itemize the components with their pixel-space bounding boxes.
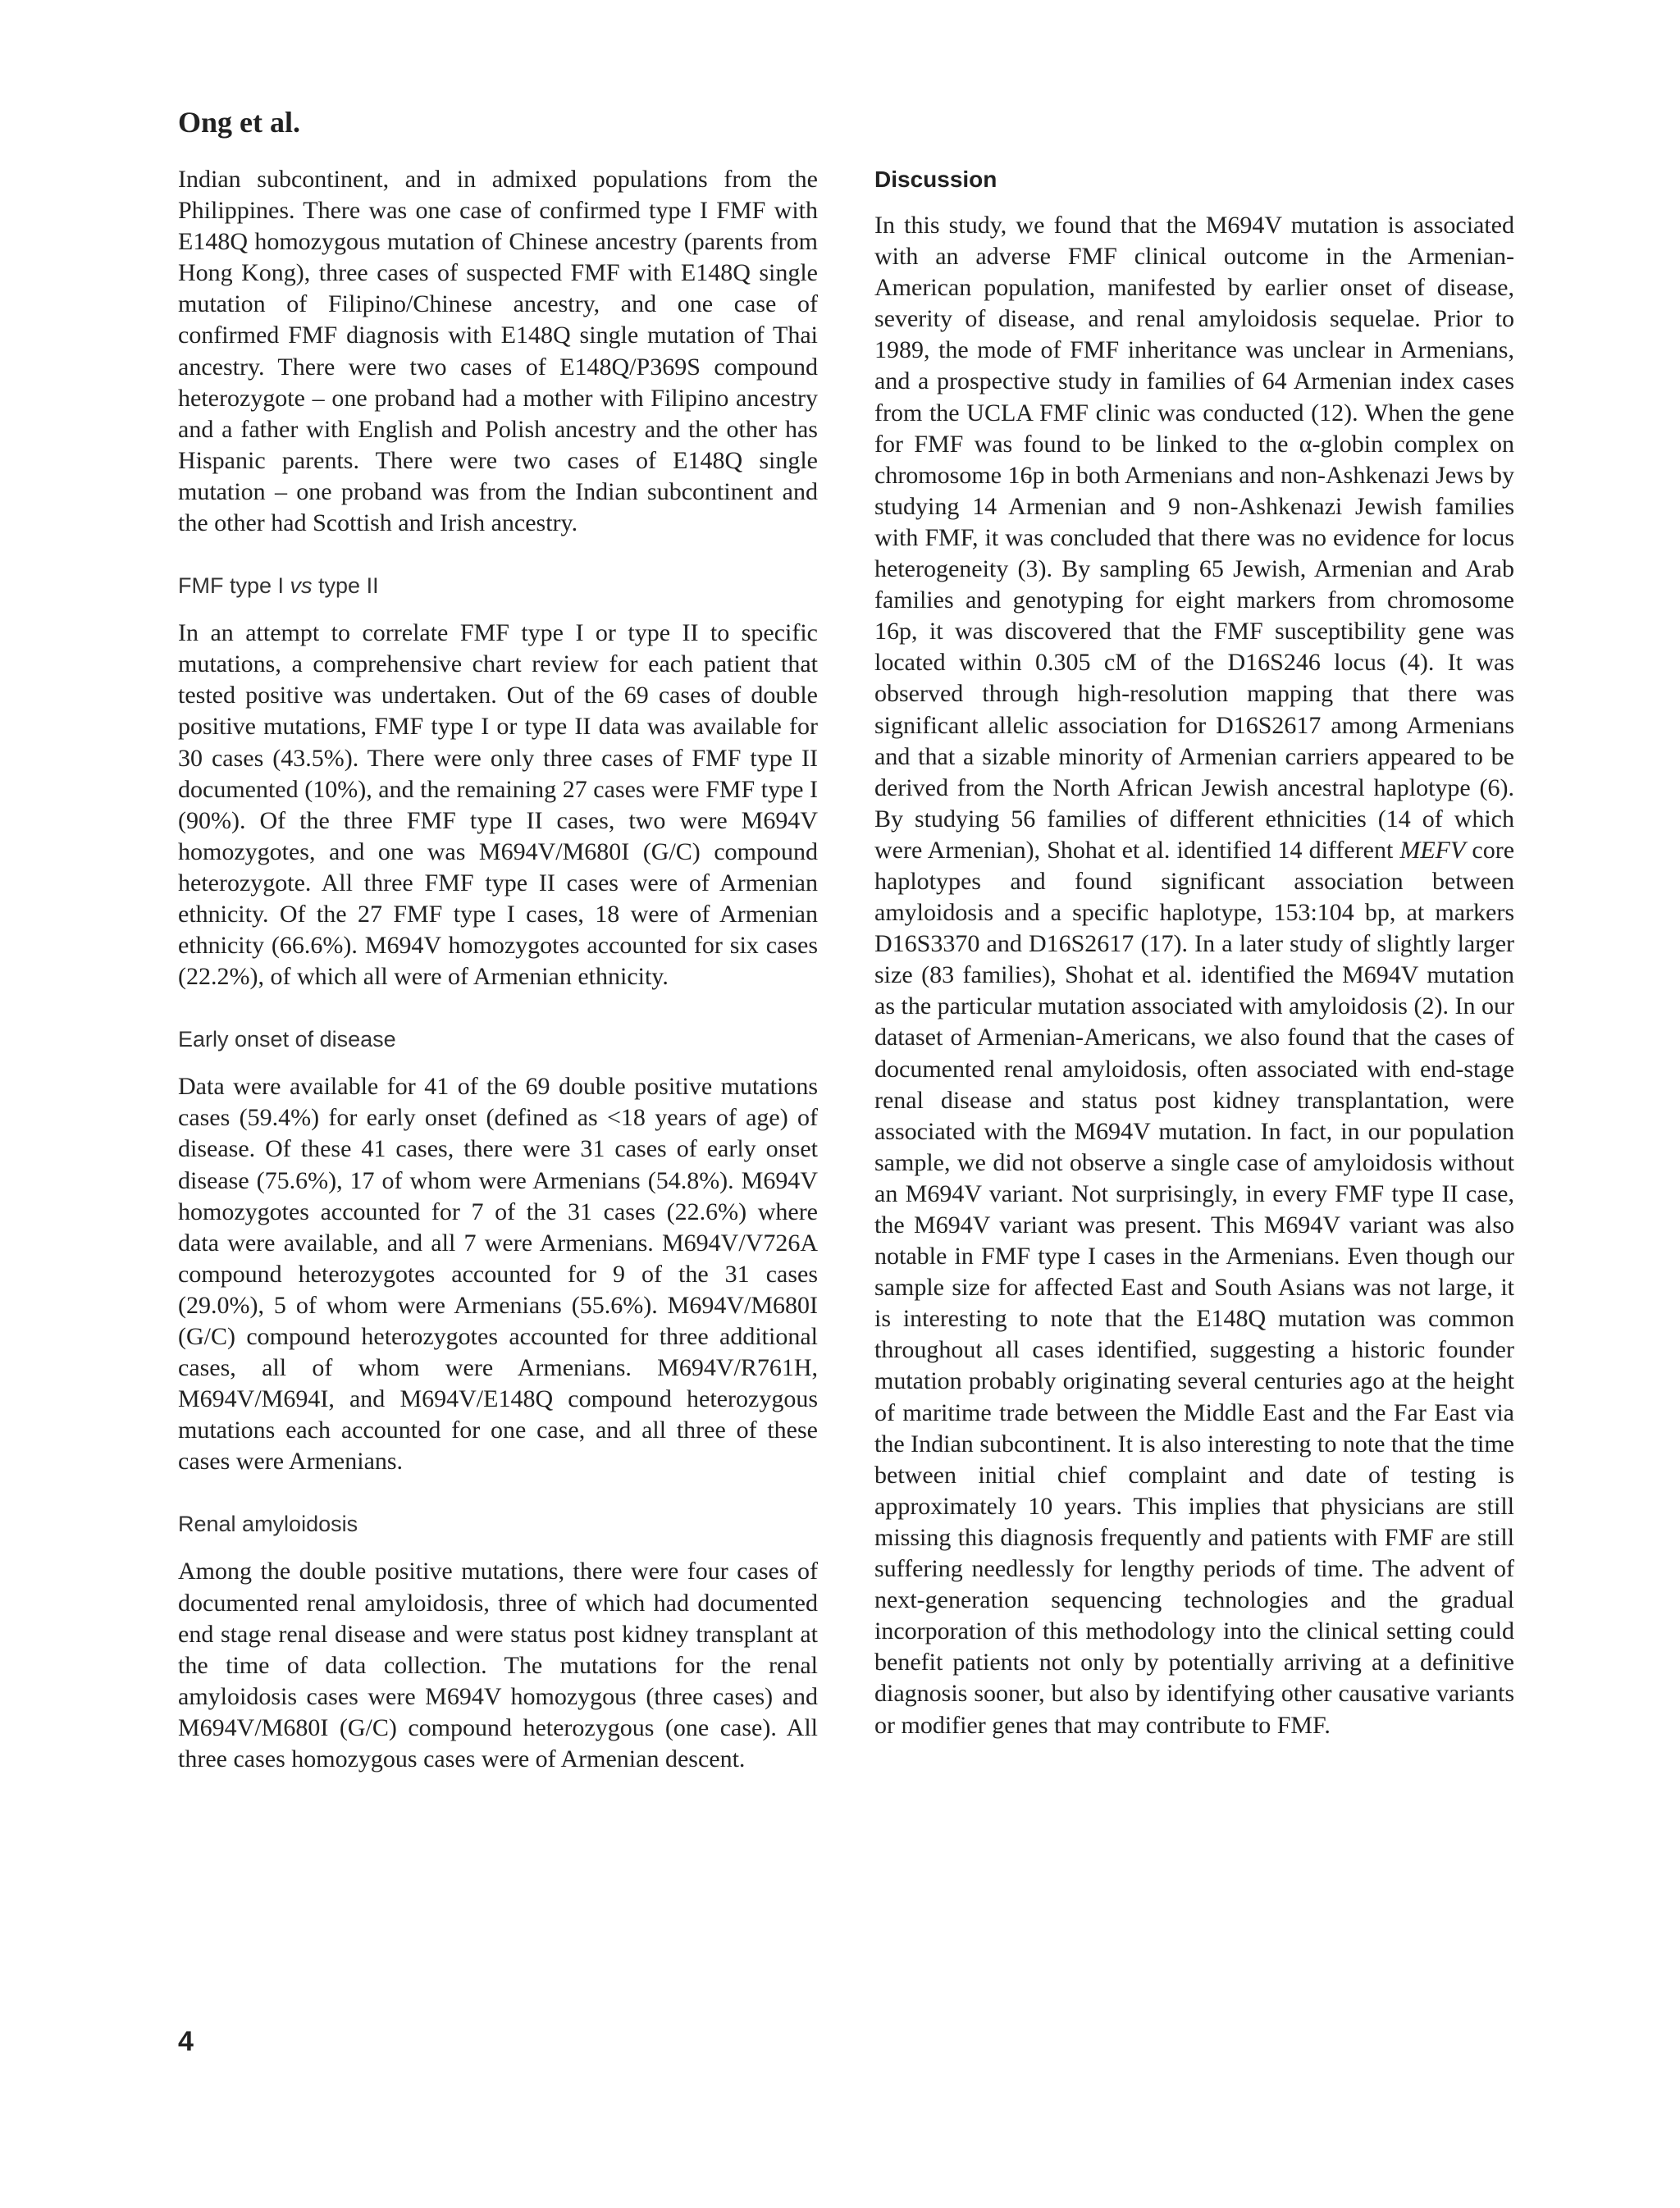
section-heading-early-onset: Early onset of disease	[178, 1027, 396, 1052]
section-heading-renal-amyloidosis: Renal amyloidosis	[178, 1512, 358, 1537]
discussion-gene-name: MEFV	[1399, 836, 1466, 864]
right-column	[874, 164, 1514, 1741]
section-body-fmf-type: In an attempt to correlate FMF type I or type II to specific mutations, a comprehensive chart review for each patient that tested positive was undertaken. Out of the 69 cases of double positive mutations, FMF type I or type II data was available for 30 cases (43.5%). There were only three cases of FMF type II documented (10%), and the remaining 27 cases were FMF type I (90%). Of the three FMF type II cases, two were M694V homozygotes, and one was M694V/M680I (G/C) compound heterozygote. All three FMF type II cases were of Armenian ethnicity. Of the 27 FMF type I cases, 18 were of Armenian ethnicity (66.6%). M694V homozygotes accounted for six cases (22.2%), of which all were of Armenian ethnicity.	[178, 619, 818, 991]
discussion-text: core haplotypes and found significant association between amyloidosis and a specific haplotype, 153:104 bp, at markers D16S3370 and D16S2617 (17). In a later study of slightly larger size (83 families), Shohat et al. identified the M694V mutation as the particular mutation associated with amyloidosis (2). In our dataset of Armenian-Americans, we also found that the cases of documented renal amyloidosis, often associated with end-stage renal disease and status post kidney transplantation, were associated with the M694V mutation. In fact, in our population sample, we did not observe a single case of amyloidosis without an M694V variant. Not surprisingly, in every FMF type II case, the M694V variant was present. This M694V variant was also notable in FMF type I cases in the Armenians. Even though our sample size for affected East and South Asians was not large, it is interesting to note that the E148Q mutation was common throughout all cases identified, suggesting a historic founder mutation probably originating several centuries ago at the height of maritime trade between the Middle East and the Far East via the Indian subcontinent. It is also interesting to note that the time between initial chief complaint and date of testing is approximately 10 years. This implies that physicians are still missing this diagnosis frequently and patients with FMF are still suffering needlessly for lengthy periods of time. The advent of next-generation sequencing technologies and the gradual incorporation of this methodology into the clinical setting could benefit patients not only by potentially arriving at a definitive diagnosis sooner, but also by identifying other causative variants or modifier genes that may contribute to FMF.	[874, 836, 1515, 1739]
discussion-text: In this study, we found that the M694V mutation is associated with an adverse FMF clinical outcome in the Armenian-American population, manifested by earlier onset of disease, severity of disease, and renal amyloidosis sequelae. Prior to 1989, the mode of FMF inheritance was unclear in Armenians, and a prospective study in families of 64 Armenian index cases from the UCLA FMF clinic was conducted (12). When the gene for FMF was found to be linked to the α-globin complex on chromosome 16p in both Armenians and non-Ashkenazi Jews by studying 14 Armenian and 9 non-Ashkenazi Jewish families with FMF, it was concluded that there was no evidence for locus heterogeneity (3). By sampling 65 Jewish, Armenian and Arab families and genotyping for eight markers from chromosome 16p, it was discovered that the FMF susceptibility gene was located within 0.305 cM of the D16S246 locus (4). It was observed through high-resolution mapping that there was significant allelic association for D16S2617 among Armenians and that a sizable minority of Armenian carriers appeared to be derived from the North African Jewish ancestral haplotype (6). By studying 56 families of different ethnicities (14 of which were Armenian), Shohat et al. identified 14 different	[874, 212, 1514, 864]
discussion-heading: Discussion	[874, 167, 998, 192]
running-title: Ong et al.	[178, 106, 300, 139]
left-column	[178, 164, 818, 1775]
heading-text: type II	[312, 573, 379, 599]
section-body-early-onset: Data were available for 41 of the 69 double positive mutations cases (59.4%) for early onset (defined as <18 years of age) of disease. Of these 41 cases, there were 31 cases of early onset disease (75.6%), 17 of whom were Armenians (54.8%). M694V homozygotes accounted for 7 of the 31 cases (22.6%) where data were available, and all 7 were Armenians. M694V/V726A compound heterozygotes accounted for 9 of the 31 cases (29.0%), 5 of whom were Armenians (55.6%). M694V/M680I (G/C) compound heterozygotes accounted for three additional cases, all of whom were Armenians. M694V/R761H, M694V/M694I, and M694V/E148Q compound heterozygous mutations each accounted for one case, and all three of these cases were Armenians.	[178, 1073, 818, 1476]
page-number: 4	[178, 2026, 194, 2057]
section-heading-fmf-type	[178, 570, 818, 601]
heading-emphasis: vs	[290, 573, 313, 599]
heading-text: FMF type I	[178, 573, 290, 599]
section-body-renal-amyloidosis: Among the double positive mutations, there were four cases of documented renal amyloidosis, three of which had documented end stage renal disease and were status post kidney transplant at the time of data collection. The mutations for the renal amyloidosis cases were M694V homozygous (three cases) and M694V/M680I (G/C) compound heterozygous (one case). All three cases homozygous cases were of Armenian descent.	[178, 1558, 818, 1773]
discussion-body	[874, 210, 1514, 1741]
intro-paragraph: Indian subcontinent, and in admixed populations from the Philippines. There was one case of confirmed type I FMF with E148Q homozygous mutation of Chinese ancestry (parents from Hong Kong), three cases of suspected FMF with E148Q single mutation of Filipino/Chinese ancestry, and one case of confirmed FMF diagnosis with E148Q single mutation of Thai ancestry. There were two cases of E148Q/P369S compound heterozygote – one proband had a mother with Filipino ancestry and a father with English and Polish ancestry and the other has Hispanic parents. There were two cases of E148Q single mutation – one proband was from the Indian subcontinent and the other had Scottish and Irish ancestry.	[178, 166, 818, 537]
